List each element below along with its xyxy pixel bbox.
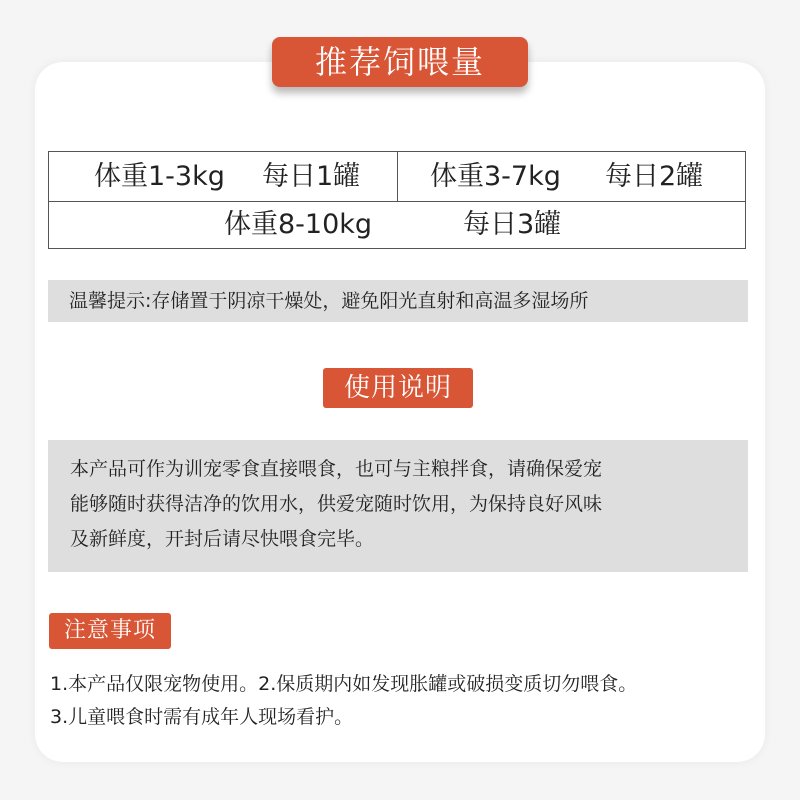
notice-title-badge: 注意事项 <box>49 613 171 649</box>
dosage-weight: 体重3-7kg <box>430 161 561 192</box>
storage-tip: 温馨提示:存储置于阴凉干燥处，避免阳光直射和高温多湿场所 <box>48 280 748 322</box>
usage-line: 能够随时获得洁净的饮用水，供爱宠随时饮用，为保持良好风味 <box>70 493 603 515</box>
dosage-table <box>48 151 746 249</box>
dosage-amount: 每日1罐 <box>262 161 361 192</box>
dosage-amount: 每日3罐 <box>463 209 562 240</box>
usage-title-badge: 使用说明 <box>323 368 473 408</box>
dosage-amount: 每日2罐 <box>605 161 704 192</box>
feeding-title-badge: 推荐饲喂量 <box>272 37 528 87</box>
dosage-row <box>49 202 745 248</box>
dosage-weight: 体重8-10kg <box>224 209 373 240</box>
dosage-weight: 体重1-3kg <box>94 161 225 192</box>
notice-line: 1.本产品仅限宠物使用。2.保质期内如发现胀罐或破损变质切勿喂食。 <box>50 673 638 695</box>
dosage-cell <box>398 152 746 201</box>
notice-line: 3.儿童喂食时需有成年人现场看护。 <box>50 706 354 728</box>
usage-line: 及新鲜度，开封后请尽快喂食完毕。 <box>70 528 375 550</box>
usage-description <box>48 440 748 572</box>
dosage-row <box>49 152 745 202</box>
dosage-cell <box>49 152 398 201</box>
usage-line: 本产品可作为训宠零食直接喂食，也可与主粮拌食，请确保爱宠 <box>70 458 603 480</box>
